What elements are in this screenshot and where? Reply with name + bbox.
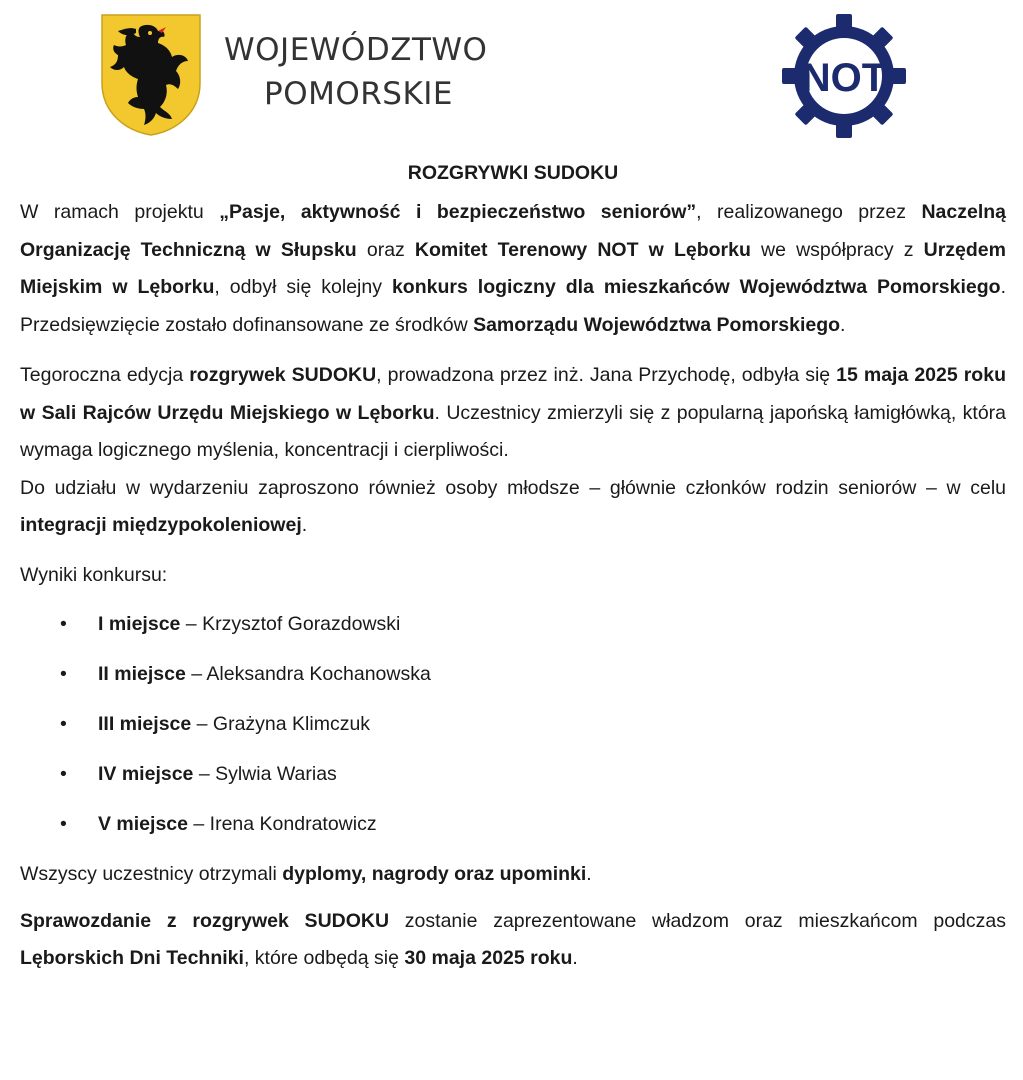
contest-name: konkurs logiczny dla mieszkańców Województwa Pomorskiego [391,276,1001,298]
text: zostanie zaprezentowane władzom oraz mieszkańcom podczas [389,909,1006,932]
text: . Przedsięwzięcie zostało dofinansowane ze środków [20,276,1006,336]
separator: – [180,613,203,635]
place-label: II miejsce [98,663,186,685]
winner-name: Sylwia Warias [215,763,337,785]
bullet: • [60,713,67,735]
document-body [20,156,1006,978]
list-item [20,806,1006,844]
list-item [20,706,1006,744]
prizes-phrase: dyplomy, nagrody oraz upominki [282,863,587,885]
funder-name: Samorządu Województwa Pomorskiego [473,313,841,336]
results-list [20,606,1006,844]
city-office-name: Urzędem Miejskim w Lęborku [20,238,1006,298]
project-name: „Pasje, aktywność i bezpieczeństwo seniorów” [219,201,697,223]
place-label: III miejsce [98,713,192,735]
brand-line-2: POMORSKIE [264,76,454,112]
pomorskie-crest-logo [100,13,202,137]
winner-name: Aleksandra Kochanowska [206,663,431,685]
text: . [840,313,846,336]
bullet: • [60,763,67,785]
winner-name: Krzysztof Gorazdowski [202,613,401,635]
not-logo-text: NOT [801,56,887,100]
text: Tegoroczna edycja [20,364,190,386]
committee-name: Komitet Terenowy NOT w Lęborku [414,238,751,261]
text: , odbył się kolejny [214,276,392,298]
text: , prowadzona przez inż. Jana Przychodę, odbyła się [376,364,837,386]
integration-phrase: integracji międzypokoleniowej [20,514,302,536]
bullet: • [60,613,67,635]
paragraph-report [20,903,1006,978]
bullet: • [60,813,67,835]
paragraph-prizes [20,856,1006,894]
not-gear-logo [782,14,906,138]
winner-name: Irena Kondratowicz [209,813,377,835]
event-name: rozgrywek SUDOKU [189,364,377,386]
text: . [301,514,308,536]
text: W ramach projektu [20,201,220,223]
text: . [586,863,592,885]
paragraph-edition [20,357,1006,470]
text: , które odbędą się [243,947,405,969]
report-phrase: Sprawozdanie z rozgrywek SUDOKU [20,909,390,932]
list-item [20,756,1006,794]
paragraph-participants [20,470,1006,545]
place-label: V miejsce [98,813,188,835]
list-item [20,606,1006,644]
winner-name: Grażyna Klimczuk [212,713,371,735]
place-label: I miejsce [98,613,181,635]
text: . Uczestnicy zmierzyli się z popularną japońską łamigłówką, która wymaga logicznego myślenia, koncentracji i cierpliwości. [20,401,1006,461]
list-item [20,656,1006,694]
separator: – [193,763,216,785]
tech-days-name: Lęborskich Dni Techniki [20,947,244,969]
results-heading: Wyniki konkursu: [20,563,168,586]
text: oraz [356,238,415,261]
tech-days-date: 30 maja 2025 roku [404,947,573,969]
brand-wordmark [224,32,524,112]
separator: – [191,713,213,735]
text: . [572,947,578,969]
org-name: Naczelną Organizację Techniczną w Słupsku [20,201,1006,261]
event-date-place: 15 maja 2025 roku w Sali Rajców Urzędu Miejskiego w Lęborku [20,364,1006,424]
separator: – [185,663,207,685]
text: Do udziału w wydarzeniu zaproszono również osoby młodsze – głównie członków rodzin seniorów – w celu [20,476,1006,499]
text: , realizowanego przez [696,201,922,223]
document-title: ROZGRYWKI SUDOKU [407,162,619,184]
paragraph-intro [20,194,1006,344]
text: we współpracy z [750,238,924,261]
place-label: IV miejsce [98,763,194,785]
text: Wszyscy uczestnicy otrzymali [20,863,283,885]
bullet: • [60,663,67,685]
document-header [0,0,1023,150]
separator: – [187,813,210,835]
brand-line-1: WOJEWÓDZTWO [224,32,488,68]
